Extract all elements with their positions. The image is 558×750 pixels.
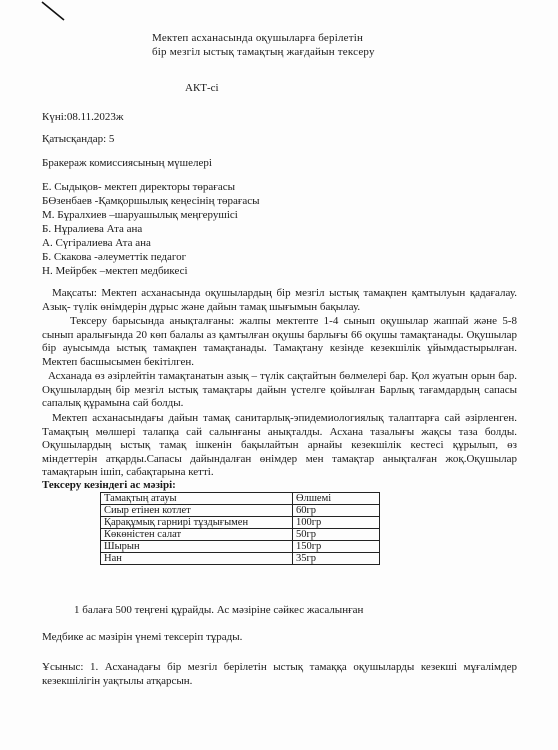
menu-item-name: Қарақұмық гарнирі тұздығымен [101, 517, 293, 529]
menu-item-size: 150гр [293, 541, 380, 553]
menu-row [101, 517, 380, 529]
menu-item-name: Сиыр етінен котлет [101, 505, 293, 517]
price-note: 1 балаға 500 теңгені құрайды. Ас мәзіріне сәйкес жасалынған [74, 604, 364, 616]
menu-header-row [101, 493, 380, 505]
menu-row [101, 529, 380, 541]
menu-item-name: Шырын [101, 541, 293, 553]
menu-item-size: 50гр [293, 529, 380, 541]
kitchen-paragraph: Асханада өз әзірлейтін тамақтанатын азық – түлік сақтайтын бөлмелері бар. Қол жуатын орын бар. Оқушылардың бір мезгіл ыстық тамақтары дайын үстелге қойылған Барлық тағамдардың сапасы сапалық құрамына сай болды. [42, 370, 517, 410]
menu-header-size: Өлшемі [293, 493, 380, 505]
member-item: Б. Скакова -әлеуметтік педагог [42, 251, 187, 263]
menu-item-size: 100гр [293, 517, 380, 529]
menu-row [101, 505, 380, 517]
menu-item-size: 60гр [293, 505, 380, 517]
date-line: Күні:08.11.2023ж [42, 111, 124, 123]
document-title-line1: Мектеп асханасында оқушыларға берілетін [152, 32, 364, 44]
member-item: Е. Сыдықов- мектеп директоры төрағасы [42, 181, 235, 193]
menu-item-name: Көкөністен салат [101, 529, 293, 541]
member-item: Б. Нұралиева Ата ана [42, 223, 143, 235]
akt-heading: АКТ-сі [185, 82, 219, 94]
pen-stroke-mark [40, 0, 66, 22]
participants-line: Қатысқандар: 5 [42, 133, 115, 145]
member-item: А. Сүгіралиева Ата ана [42, 237, 151, 249]
menu-item-name: Нан [101, 553, 293, 565]
member-item: БӨзенбаев -Қамқоршылық кеңесінің төрағасы [42, 195, 260, 207]
findings-paragraph: Тексеру барысында анықталғаны: жалпы мектепте 1-4 сынып оқушылар жаппай және 5-8 сынып аралығында 20 көп балалы аз қамтылған оқушы барлығы 66 оқушы тамақтанады. Оқушылар бір ауысымда ыстық тамақпен тамақтанады. Тамақтану кезінде кезекшілік ұйымдастырылған. Мектеп басшысымен бекітілген. [42, 315, 517, 368]
commission-heading: Бракераж комиссиясының мүшелері [42, 157, 212, 169]
menu-heading: Тексеру кезіндегі ас мәзірі: [42, 479, 176, 491]
menu-row [101, 541, 380, 553]
nurse-note: Медбике ас мәзірін үнемі тексеріп тұрады. [42, 631, 243, 643]
document-title-line2: бір мезгіл ыстық тамақтың жағдайын тексеру [152, 46, 375, 58]
menu-row [101, 553, 380, 565]
suggestion-paragraph: Ұсыныс: 1. Асханадағы бір мезгіл берілетін ыстық тамаққа оқушыларды кезекші мұғалімдер кезекшілігін уақтылы атқарсын. [42, 661, 517, 687]
menu-item-size: 35гр [293, 553, 380, 565]
menu-table [100, 492, 380, 565]
member-item: Н. Мейрбек –мектеп медбикесі [42, 265, 188, 277]
menu-header-name: Тамақтың атауы [101, 493, 293, 505]
member-item: М. Бұралхиев –шаруашылық меңгерушісі [42, 209, 238, 221]
sanitary-paragraph: Мектеп асханасындағы дайын тамақ санитарлық-эпидемиологиялық талаптарға сай әзірленген. Тамақтың мөлшері талапқа сай салынғаны анықталды. Асхана тазалығы жақсы таза болды. Оқушылардың ыстық тамақ ішкенін бақылайтын арнайы кезекшілік кестесі құрылып, өз міндеттерін атқарды.Сапасы дайындалған өнімдер мен тамақтар анықталған жоқ.Оқушылар тамақтарын ішіп, сабақтарына кетті. [42, 412, 517, 479]
purpose-paragraph: Мақсаты: Мектеп асханасында оқушылардың бір мезгіл ыстық тамақпен қамтылуын қадағалау. Азық- түлік өнімдерін дұрыс және дайын тамақ шығымын бақылау. [42, 287, 517, 313]
